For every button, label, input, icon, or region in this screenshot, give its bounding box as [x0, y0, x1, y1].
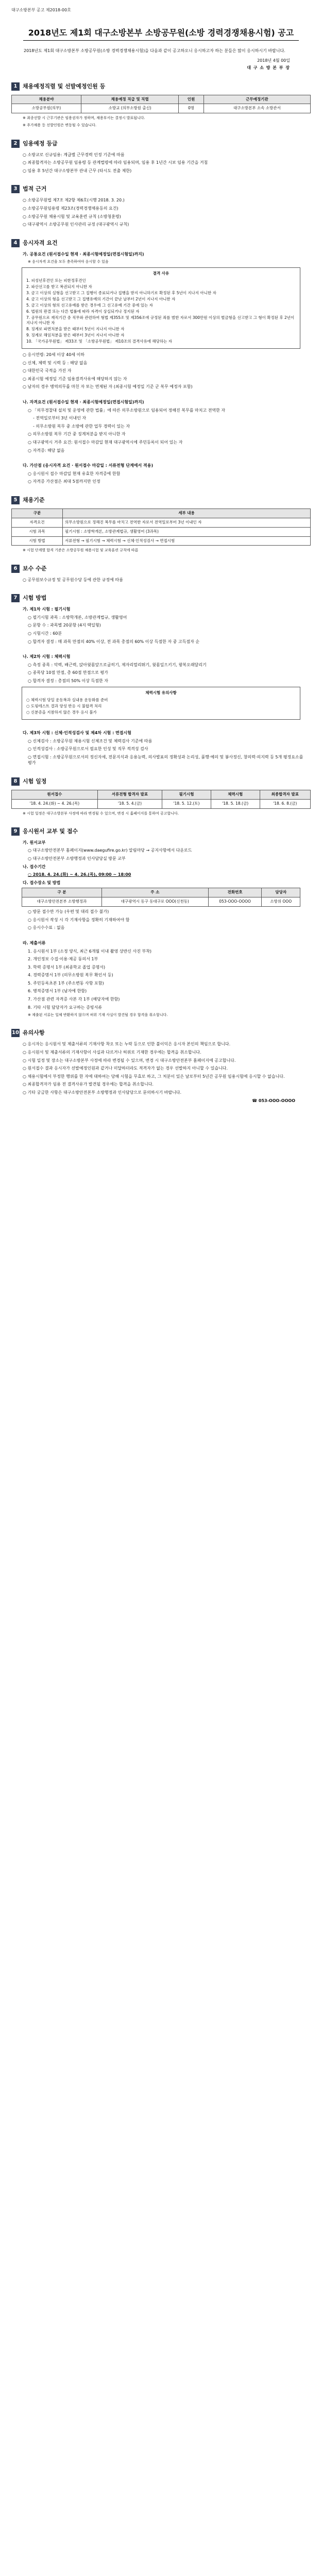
subsection-title: 다. 접수장소 및 방법	[23, 880, 61, 885]
list-item: ○ 임용 후 5년간 대구소방본부 관내 근무 (타시도 전출 제한)	[23, 168, 132, 173]
table-cell: 소방위 OOO	[262, 897, 300, 907]
notice-date: 2018년 4월 00일	[257, 58, 290, 63]
table-cell: 소방공무원(의무)	[12, 104, 81, 113]
table-cell: 소방교 (의무소방원 출신)	[81, 104, 178, 113]
list-item: ○ 기타 궁금한 사항은 대구소방안전본부 소방행정과 인사담당으로 문의하시기 바랍니다.	[23, 1090, 182, 1095]
list-item: 9. 징계로 해임처분을 받은 때부터 3년이 지나지 아니한 자	[26, 333, 125, 338]
table-header: 세부 내용	[63, 509, 311, 518]
note-text: ※ 응시자격 요건을 모두 충족하여야 응시할 수 있음	[28, 260, 109, 264]
table-header: 체력시험	[211, 790, 260, 799]
section-1-heading	[11, 82, 311, 91]
note-text: ※ 시험 일정은 대구소방본부 사정에 따라 변경될 수 있으며, 변경 시 홈페이지를 통하여 공고합니다.	[23, 811, 179, 816]
section-10-heading	[11, 1029, 311, 1037]
list-item: ○ 체력시험 당일 운동복과 실내용 운동화를 준비	[26, 698, 108, 703]
section-7-heading	[11, 594, 311, 602]
section-number: 10	[11, 1029, 20, 1037]
section-title: 시험 방법	[23, 595, 47, 602]
table-header: 필기시험	[162, 790, 211, 799]
section-3-heading	[11, 185, 311, 193]
table-header: 인원	[179, 95, 204, 104]
list-item: ○ 대구소방안전본부 소방행정과 인사담당실 방문 교부	[28, 856, 126, 861]
section-title: 채용기준	[23, 496, 45, 503]
list-item: ○ 신체, 체력 및 시력 등 : 해당 없음	[23, 360, 88, 365]
table-row	[22, 897, 300, 907]
section-title: 응시원서 교부 및 접수	[23, 827, 78, 835]
subsection-title: 가. 제1차 시험 : 필기시험	[23, 607, 71, 612]
note-text: ※ 제출된 서류는 일체 반환하지 않으며 허위 기재 사실이 발견될 경우 합격을 취소합니다.	[28, 1013, 168, 1018]
list-item: ○ 자격증: 해당 없음	[28, 448, 65, 453]
box-heading: 체력시험 유의사항	[145, 690, 177, 696]
list-item: ○ 응시수수료 : 없음	[28, 925, 65, 930]
table-cell: 시험 방법	[12, 536, 63, 546]
list-item: ○ 합격자 결정 : 총점의 50% 이상 득점한 자	[28, 678, 108, 683]
table-cell: 자격요건	[12, 518, 63, 527]
notice-issuer: 대 구 소 방 본 부 장	[247, 65, 290, 70]
note-text: ※ 시험 단계별 합격 기준은 소방공무원 채용시험 및 교육훈련 규칙에 따름	[23, 548, 139, 553]
list-item: ○ 도핑테스트 결과 양성 반응 시 불합격 처리	[26, 704, 102, 709]
subsection-title: 가. 원서교부	[23, 840, 46, 845]
list-item: ○ 응시자는 응시원서 및 제출서류의 기재사항 착오 또는 누락 등으로 인한 불이익은 응시자 본인의 책임으로 합니다.	[23, 1042, 231, 1047]
list-item: ○ 소방공무원법 제7조 제2항 제6호(시행 2018. 3. 20.)	[23, 198, 125, 203]
section-5-heading	[11, 496, 311, 504]
list-item: ○ 대구소방안전본부 홈페이지(www.daegufire.go.kr) 알림마당 → 공지사항에서 다운로드	[28, 848, 192, 853]
list-item: 1. 응시원서 1부 (소정 양식, 최근 6개월 이내 촬영 상반신 사진 부착)	[28, 948, 152, 954]
section-title: 임용예정 등급	[23, 140, 58, 147]
list-item: ○ 최종합격자는 소방공무원 임용령 등 관계법령에 따라 임용되며, 임용 후 1년간 시보 임용 기간을 거침	[23, 160, 208, 165]
section-title: 유의사항	[23, 1029, 45, 1037]
list-item: ○ 응시원서 및 제출서류의 기재사항이 사실과 다르거나 허위로 기재한 경우에는 합격을 취소합니다.	[23, 1050, 201, 1055]
list-item: 5. 금고 이상의 형의 선고유예를 받은 경우에 그 선고유예 기간 중에 있는 자	[26, 302, 153, 308]
list-item: 6. 병적증명서 1부 (남자에 한함)	[28, 989, 87, 994]
subsection-title: 라. 제출서류	[23, 940, 46, 945]
list-item: 4. 경력증명서 1부 (의무소방원 복무 확인서 등)	[28, 973, 113, 978]
table-cell: 053-OOO-OOOO	[208, 897, 262, 907]
table-row	[12, 518, 311, 527]
table-cell: 필기시험 : 소방학개론, 소방관계법규, 생활영어 (3과목)	[63, 527, 311, 536]
table-cell: '18. 5. 4.(금)	[97, 799, 162, 808]
list-item: ○ 방문 접수만 가능 (우편 및 대리 접수 불가)	[28, 909, 109, 914]
section-number: 5	[11, 496, 20, 504]
disqualification-box	[22, 267, 300, 349]
list-item: 6. 법원의 판결 또는 다른 법률에 따라 자격이 상실되거나 정지된 자	[26, 309, 140, 314]
subsection-title: 다. 가산점 (응시자격 요건 · 원서접수 마감일 : 서류전형 단계에서 적용)	[23, 463, 154, 468]
section-6-heading	[11, 565, 311, 573]
section-number: 9	[11, 827, 20, 836]
table-cell: 대구소방안전본부 소방행정과	[22, 897, 102, 907]
list-item: 10. 「국가공무원법」 제33조 및 「소방공무원법」 제10조의 결격사유에 해당하는 자	[26, 339, 172, 344]
list-item: ○ 대구광역시 소방공무원 인사관리 규정 (대구광역시 규칙)	[23, 222, 129, 227]
table-cell: 서류전형 → 필기시험 → 체력시험 → 신체·인적성검사 → 면접시험	[63, 536, 311, 546]
list-item: ○ 종목당 10점 만점, 총 60점 만점으로 평가	[28, 670, 108, 675]
list-item: 7. 공무원으로 재직기간 중 직무와 관련하여 형법 제355조 및 제356조에 규정된 죄를 범한 자로서 300만원 이상의 벌금형을 선고받고 그 형이 확정된 후 2년이 지나지 아니한 자	[26, 315, 295, 326]
list-item: 7. 가산점 관련 자격증 사본 각 1부 (해당자에 한함)	[28, 997, 120, 1002]
list-item: ○ 최종시험 예정일 기준 임용결격사유에 해당하지 않는 자	[23, 376, 127, 381]
list-item: ○ 측정 종목 : 악력, 배근력, 앉아윗몸앞으로굽히기, 제자리멀리뛰기, 윗몸일으키기, 왕복오래달리기	[28, 662, 207, 667]
table-row	[12, 527, 311, 536]
table-header-row	[22, 888, 300, 897]
table-header: 최종합격자 발표	[260, 790, 310, 799]
table-header: 원서접수	[12, 790, 98, 799]
section-number: 6	[11, 565, 20, 573]
list-item: ○ 최종합격자가 임용 전 결격사유가 발견될 경우에는 합격을 취소합니다.	[23, 1082, 154, 1087]
table-header-row	[12, 509, 311, 518]
list-item: ○ 원서접수 결과 응시자가 선발예정인원과 같거나 미달하더라도 적격자가 없는 경우 선발하지 아니할 수 있습니다.	[23, 1066, 228, 1071]
table-header: 담당자	[262, 888, 300, 897]
table-row	[12, 536, 311, 546]
list-item: 1. 피성년후견인 또는 피한정후견인	[26, 278, 86, 283]
list-item: ○ 신분증을 지참하지 않은 경우 응시 불가	[26, 710, 97, 715]
table-header-row	[12, 790, 311, 799]
list-item: ○ 소방공무원 채용시험 및 교육훈련 규칙 (소방청훈령)	[23, 214, 121, 219]
section-number: 8	[11, 777, 20, 786]
list-item: 8. 기타 시험 담당자가 요구하는 증빙서류	[28, 1005, 102, 1010]
table-cell: '18. 5. 12.(토)	[162, 799, 211, 808]
list-item: 5. 주민등록초본 1부 (주소변동 사항 포함)	[28, 980, 104, 986]
section-number: 4	[11, 239, 20, 247]
list-item: ○ 2018. 4. 24.(화) ~ 4. 26.(목), 09:00 ~ 18:00	[28, 872, 131, 877]
list-item: ○ 응시연령: 20세 이상 40세 이하	[23, 352, 85, 357]
section-number: 2	[11, 140, 20, 148]
criteria-table	[11, 509, 311, 546]
section-4-heading	[11, 239, 311, 247]
list-item: ○ 대구광역시 거주 요건: 원서접수 마감일 현재 대구광역시에 주민등록이 되어 있는 자	[28, 439, 183, 445]
list-item: ○ 소방교로 신규임용: 계급별 근무경력 인정 기준에 따름	[23, 152, 125, 157]
list-item: ○ 시험 일정 및 장소는 대구소방본부 사정에 따라 변경될 수 있으며, 변경 시 대구소방안전본부 홈페이지에 공고합니다.	[23, 1058, 236, 1063]
table-row	[12, 799, 311, 808]
table-header: 채용분야	[12, 95, 81, 104]
section-title: 채용예정직렬 및 선발예정인원 등	[23, 82, 106, 90]
recruitment-table	[11, 95, 311, 114]
list-item: ○ 응시원서 작성 시 각 기재사항을 정확히 기재하여야 함	[28, 917, 130, 922]
list-item: ○ 필기시험 과목 : 소방학개론, 소방관계법규, 생활영어	[28, 615, 127, 620]
list-item: ○ 채용시험에서 부정한 행위를 한 자에 대하여는 당해 시험을 무효로 하고, 그 처분이 있은 날로부터 5년간 공무원 임용시험에 응시할 수 없습니다.	[23, 1074, 285, 1079]
subsection-title: 나. 제2차 시험 : 체력시험	[23, 654, 71, 659]
table-cell: 대구광역시 동구 동대구로 OOO(신천동)	[101, 897, 208, 907]
table-row	[12, 104, 311, 113]
section-number: 7	[11, 594, 20, 602]
section-9-heading	[11, 827, 311, 836]
section-number: 3	[11, 185, 20, 193]
list-item: ○ 시험시간 : 60분	[28, 631, 62, 636]
list-item: ○ 남자의 경우 병역의무를 마친 자 또는 면제된 자 (최종시험 예정일 기준 군 복무 예정자 포함)	[23, 384, 193, 389]
table-header: 전화번호	[208, 888, 262, 897]
section-title: 응시자격 요건	[23, 239, 58, 246]
section-8-heading	[11, 777, 311, 786]
subsection-title: 나. 자격요건 (원서접수일 현재 · 최종시험예정일(면접시험일)까지)	[23, 399, 144, 404]
table-header: 근무예정기관	[204, 95, 310, 104]
list-item: 2. 개인정보 수집·이용·제공 동의서 1부	[28, 957, 98, 962]
list-item: 8. 징계로 파면처분을 받은 때부터 5년이 지나지 아니한 자	[26, 327, 125, 332]
table-header: 구 분	[22, 888, 102, 897]
list-item: ○ 응시원서 접수 마감일 현재 유효한 자격증에 한함	[28, 471, 121, 476]
subsection-title: 가. 공통요건 (원서접수일 현재 · 최종시험예정일(면접시험일)까지)	[23, 251, 144, 257]
note-text: ※ 추가채용 등 선발인원은 변동될 수 있습니다.	[23, 123, 97, 128]
list-item: 3. 금고 이상의 실형을 선고받고 그 집행이 종료되거나 집행을 받지 아니하기로 확정된 후 5년이 지나지 아니한 자	[26, 291, 216, 296]
table-cell: '18. 4. 24.(화) ~ 4. 26.(목)	[12, 799, 98, 808]
table-cell: 대구소방본부 소속 소방관서	[204, 104, 310, 113]
title-block	[11, 27, 311, 41]
contact-phone: ☎ 053-OOO-OOOO	[252, 1098, 295, 1103]
list-item: ○ 합격자 결정 : 매 과목 만점의 40% 이상, 전 과목 총점의 60% 이상 득점한 자 중 고득점자 순	[28, 639, 200, 644]
list-item: ○ 대한민국 국적을 가진 자	[23, 368, 72, 374]
section-title: 법적 근거	[23, 185, 47, 193]
section-number: 1	[11, 82, 20, 91]
list-item: ○ 문항 수 : 과목별 20문항 (4지 택일형)	[28, 623, 101, 628]
table-cell: '18. 6. 8.(금)	[260, 799, 310, 808]
table-cell: 0명	[179, 104, 204, 113]
schedule-table	[11, 790, 311, 809]
list-item: ○ 「의무경찰대 설치 및 운영에 관한 법률」에 따른 의무소방원으로 임용되어 정해진 복무를 마치고 전역한 자	[28, 408, 226, 413]
contact-table	[22, 888, 300, 907]
table-header: 서류전형 합격자 발표	[97, 790, 162, 799]
list-item: ○ 인적성검사 : 소방공무원으로서 필요한 인성 및 직무 적격성 검사	[28, 747, 148, 752]
list-item: 2. 파산선고를 받고 복권되지 아니한 자	[26, 284, 92, 290]
list-item: ○ 소방공무원임용령 제23조(경력경쟁채용등의 요건)	[23, 206, 118, 211]
list-item: ○ 면접시험 : 소방공무원으로서의 정신자세, 전문지식과 응용능력, 의사발표의 정확성과 논리성, 품행·예의 및 봉사정신, 창의력·의지력 등 5개 평정요소를 평가	[28, 754, 303, 766]
table-header: 주 소	[101, 888, 208, 897]
subsection-title: 나. 접수기간	[23, 864, 46, 869]
table-cell: '18. 5. 18.(금)	[211, 799, 260, 808]
table-cell: 시험 과목	[12, 527, 63, 536]
note-text: ※ 최종선발 시 근무기관은 임용권자가 정하며, 채용부서는 결정시 발표됩니다.	[23, 116, 145, 121]
list-item: - 전역일로부터 3년 이내인 자	[33, 416, 87, 421]
table-header: 채용예정 직급 및 직렬	[81, 95, 178, 104]
list-item: ○ 의무소방원 복무 기간 중 징계처분을 받지 아니한 자	[28, 432, 126, 437]
notice-number: 대구소방본부 공고 제2018-00호	[11, 8, 71, 12]
fitness-notes-box	[22, 687, 300, 720]
section-2-heading	[11, 140, 311, 148]
intro-paragraph: 2018년도 제1회 대구소방본부 소방공무원(소방 경력경쟁채용시험)을 다음과 같이 공고하오니 응시하고자 하는 분들은 많이 응시하시기 바랍니다.	[24, 48, 285, 53]
section-title: 보수 수준	[23, 565, 47, 572]
box-heading: 결격 사유	[152, 271, 170, 276]
list-item: 4. 금고 이상의 형을 선고받고 그 집행유예의 기간이 끝난 날부터 2년이 지나지 아니한 자	[26, 296, 176, 301]
section-title: 시험 일정	[23, 777, 47, 785]
subsection-title: 다. 제3차 시험 : 신체·인적성검사 및 제4차 시험 : 면접시험	[23, 730, 131, 735]
document-title: 2018년도 제1회 대구소방본부 소방공무원(소방 경력경쟁채용시험) 공고	[23, 27, 299, 41]
table-header: 구분	[12, 509, 63, 518]
table-header-row	[12, 95, 311, 104]
list-item: ○ 신체검사 : 소방공무원 채용시험 신체조건 및 체력검사 기준에 따름	[28, 738, 152, 743]
list-item: ○ 공무원보수규정 및 공무원수당 등에 관한 규정에 따름	[23, 577, 123, 582]
list-item: 3. 학력 증명서 1부 (최종학교 졸업 증명서)	[28, 964, 106, 970]
table-cell: 의무소방원으로 정해진 복무를 마치고 전역한 자로서 전역일로부터 3년 이내인 자	[63, 518, 311, 527]
list-item: - 의무소방원 복무 중 소방에 관한 업무 경력이 있는 자	[33, 423, 130, 429]
notice-meta	[11, 58, 290, 71]
list-item: ○ 자격증 가산점은 최대 5점까지만 인정	[28, 479, 100, 484]
